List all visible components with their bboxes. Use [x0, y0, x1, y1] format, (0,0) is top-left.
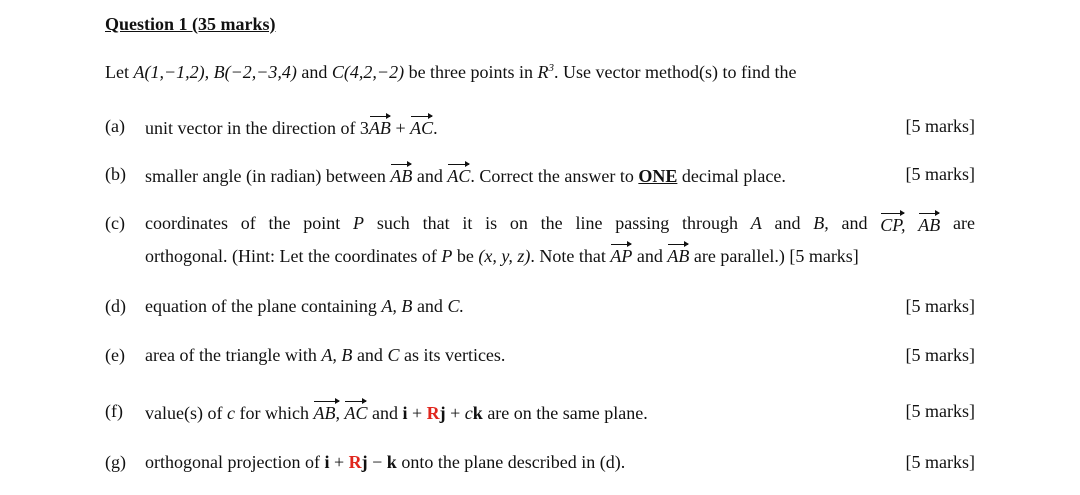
- part-label: (b): [105, 164, 126, 184]
- point-c: C(4,2,−2): [331, 62, 405, 82]
- intro-lead: Let: [105, 62, 129, 82]
- part-label: (f): [105, 401, 123, 421]
- vector-ab: AB: [390, 166, 413, 186]
- part-c-line1: coordinates of the point P such that it is on the line passing through A and B, and CP, AB are: [145, 213, 975, 235]
- point-a: A(1,−1,2),: [133, 62, 210, 82]
- part-label: (g): [105, 452, 126, 472]
- intro-and: and: [301, 62, 328, 82]
- vector-ab: AB,: [313, 403, 340, 423]
- vector-ac: AC: [447, 166, 471, 186]
- vector-ac: AC: [344, 403, 368, 423]
- space-symbol: $R^3$: [537, 62, 555, 82]
- marks-label: [5 marks]: [905, 116, 975, 136]
- unknown-r: R: [426, 403, 440, 423]
- vector-ab: AB: [918, 215, 941, 235]
- part-label: (e): [105, 345, 125, 365]
- vector-ab: AB: [667, 246, 690, 266]
- emphasis-one: ONE: [638, 166, 678, 186]
- part-text: unit vector in the direction of 3AB + AC.: [145, 118, 438, 138]
- part-c-line2: orthogonal. (Hint: Let the coordinates of P be (x, y, z). Note that AP and AB are parallel.) [5 marks]: [145, 246, 859, 266]
- vector-ap: AP: [610, 246, 633, 266]
- part-label: (a): [105, 116, 125, 136]
- vector-ab: AB: [368, 118, 391, 138]
- question-intro: [105, 62, 796, 83]
- intro-tail: . Use vector method(s) to find the: [554, 62, 797, 82]
- part-text: value(s) of c for which AB, AC and i + Rj + ck are on the same plane.: [145, 403, 648, 423]
- marks-label: [5 marks]: [789, 246, 859, 266]
- part-label: (d): [105, 296, 126, 316]
- marks-label: [5 marks]: [905, 296, 975, 316]
- part-text: orthogonal projection of i + Rj − k onto the plane described in (d).: [145, 452, 626, 472]
- question-title: Question 1 (35 marks): [105, 14, 276, 34]
- marks-label: [5 marks]: [905, 401, 975, 421]
- part-text: area of the triangle with A, B and C as its vertices.: [145, 345, 506, 365]
- point-b: B(−2,−3,4): [213, 62, 297, 82]
- coordinates-xyz: (x, y, z): [478, 246, 531, 266]
- part-c: [105, 213, 975, 275]
- intro-middle: be three points in: [408, 62, 534, 82]
- part-label: (c): [105, 213, 125, 233]
- part-text: smaller angle (in radian) between AB and AC. Correct the answer to ONE decimal place.: [145, 166, 786, 186]
- marks-label: [5 marks]: [905, 452, 975, 472]
- marks-label: [5 marks]: [905, 345, 975, 365]
- part-text: equation of the plane containing A, B and C.: [145, 296, 464, 316]
- vector-cp: CP,: [880, 215, 906, 235]
- unknown-r: R: [348, 452, 362, 472]
- marks-label: [5 marks]: [905, 164, 975, 184]
- vector-ac: AC: [410, 118, 434, 138]
